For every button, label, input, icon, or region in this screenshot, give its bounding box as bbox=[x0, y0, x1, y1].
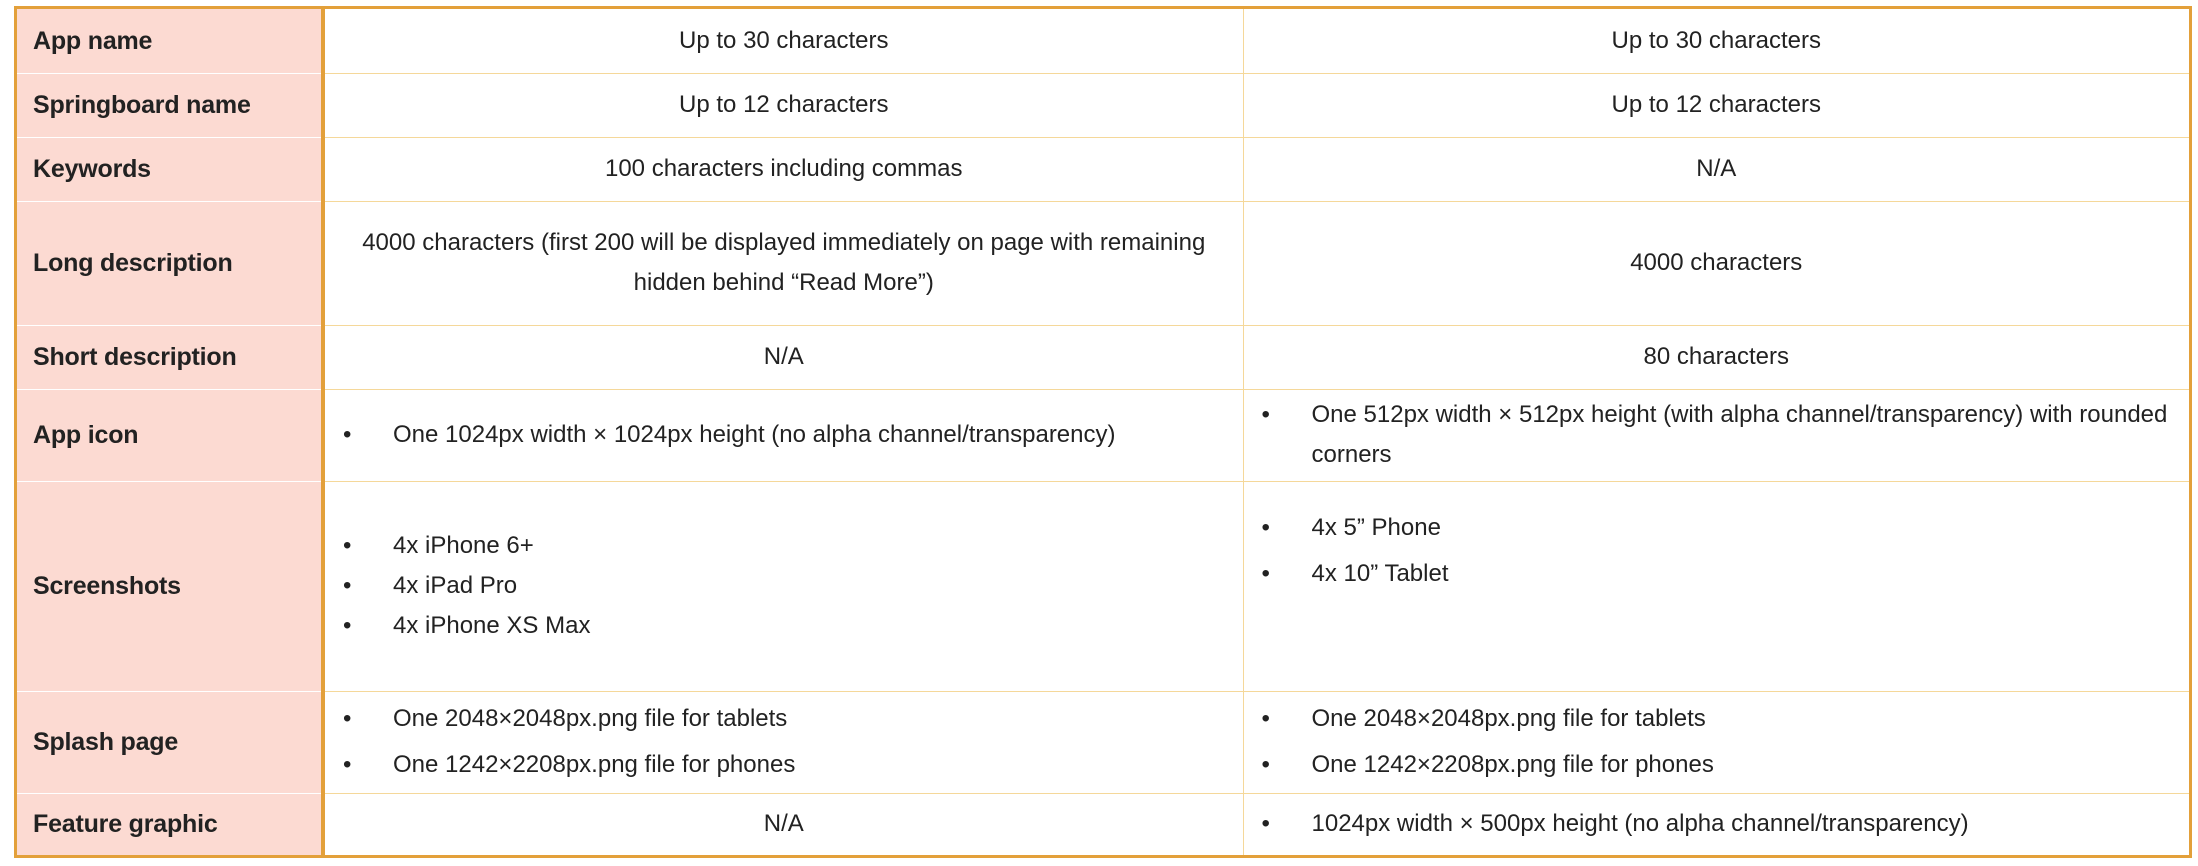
list-item: • One 2048×2048px.png file for tablets bbox=[339, 699, 1229, 739]
list-item: • One 1242×2208px.png file for phones bbox=[1258, 745, 2176, 785]
ios-feature-graphic-cell: N/A bbox=[323, 793, 1243, 855]
android-feature-graphic-list bbox=[1258, 804, 2176, 844]
android-splash-page-list bbox=[1258, 699, 2176, 785]
android-short-description-cell: 80 characters bbox=[1243, 325, 2189, 389]
row-label-springboard-name: Springboard name bbox=[17, 73, 323, 137]
table-row bbox=[17, 325, 2189, 389]
row-label-screenshots: Screenshots bbox=[17, 481, 323, 691]
android-splash-page-cell bbox=[1243, 691, 2189, 793]
android-app-icon-list bbox=[1258, 395, 2176, 475]
list-item: • One 2048×2048px.png file for tablets bbox=[1258, 699, 2176, 739]
app-store-spec-table bbox=[17, 9, 2189, 855]
row-label-feature-graphic: Feature graphic bbox=[17, 793, 323, 855]
row-label-splash-page: Splash page bbox=[17, 691, 323, 793]
list-item: • One 1242×2208px.png file for phones bbox=[339, 745, 1229, 785]
ios-short-description-cell: N/A bbox=[323, 325, 1243, 389]
ios-splash-page-cell bbox=[323, 691, 1243, 793]
android-app-name-cell: Up to 30 characters bbox=[1243, 9, 2189, 73]
row-label-app-name: App name bbox=[17, 9, 323, 73]
android-feature-graphic-cell bbox=[1243, 793, 2189, 855]
list-item: • 1024px width × 500px height (no alpha channel/transparency) bbox=[1258, 804, 2176, 844]
ios-splash-page-list bbox=[339, 699, 1229, 785]
ios-keywords-cell: 100 characters including commas bbox=[323, 137, 1243, 201]
table-row bbox=[17, 137, 2189, 201]
table-row bbox=[17, 389, 2189, 481]
table-row bbox=[17, 201, 2189, 325]
table-row bbox=[17, 793, 2189, 855]
row-label-keywords: Keywords bbox=[17, 137, 323, 201]
row-label-long-description: Long description bbox=[17, 201, 323, 325]
android-screenshots-cell bbox=[1243, 481, 2189, 691]
android-screenshots-list bbox=[1258, 508, 2176, 594]
ios-app-icon-list bbox=[339, 415, 1229, 455]
spec-table-frame bbox=[14, 6, 2192, 858]
list-item: • 4x iPhone 6+ bbox=[339, 526, 1229, 566]
android-keywords-cell: N/A bbox=[1243, 137, 2189, 201]
list-item: • 4x 10” Tablet bbox=[1258, 554, 2176, 594]
list-item: • One 1024px width × 1024px height (no alpha channel/transparency) bbox=[339, 415, 1229, 455]
list-item: • 4x iPad Pro bbox=[339, 566, 1229, 606]
android-springboard-name-cell: Up to 12 characters bbox=[1243, 73, 2189, 137]
list-item: • One 512px width × 512px height (with alpha channel/transparency) with rounded corners bbox=[1258, 395, 2176, 475]
ios-app-name-cell: Up to 30 characters bbox=[323, 9, 1243, 73]
ios-screenshots-list bbox=[339, 526, 1229, 646]
list-item: • 4x 5” Phone bbox=[1258, 508, 2176, 548]
table-row bbox=[17, 481, 2189, 691]
ios-long-description-cell: 4000 characters (first 200 will be displayed immediately on page with remaining hidden behind “Read More”) bbox=[323, 201, 1243, 325]
row-label-short-description: Short description bbox=[17, 325, 323, 389]
table-row bbox=[17, 691, 2189, 793]
android-app-icon-cell bbox=[1243, 389, 2189, 481]
table-row bbox=[17, 9, 2189, 73]
ios-springboard-name-cell: Up to 12 characters bbox=[323, 73, 1243, 137]
table-row bbox=[17, 73, 2189, 137]
row-label-app-icon: App icon bbox=[17, 389, 323, 481]
ios-screenshots-cell bbox=[323, 481, 1243, 691]
android-long-description-cell: 4000 characters bbox=[1243, 201, 2189, 325]
ios-app-icon-cell bbox=[323, 389, 1243, 481]
list-item: • 4x iPhone XS Max bbox=[339, 606, 1229, 646]
